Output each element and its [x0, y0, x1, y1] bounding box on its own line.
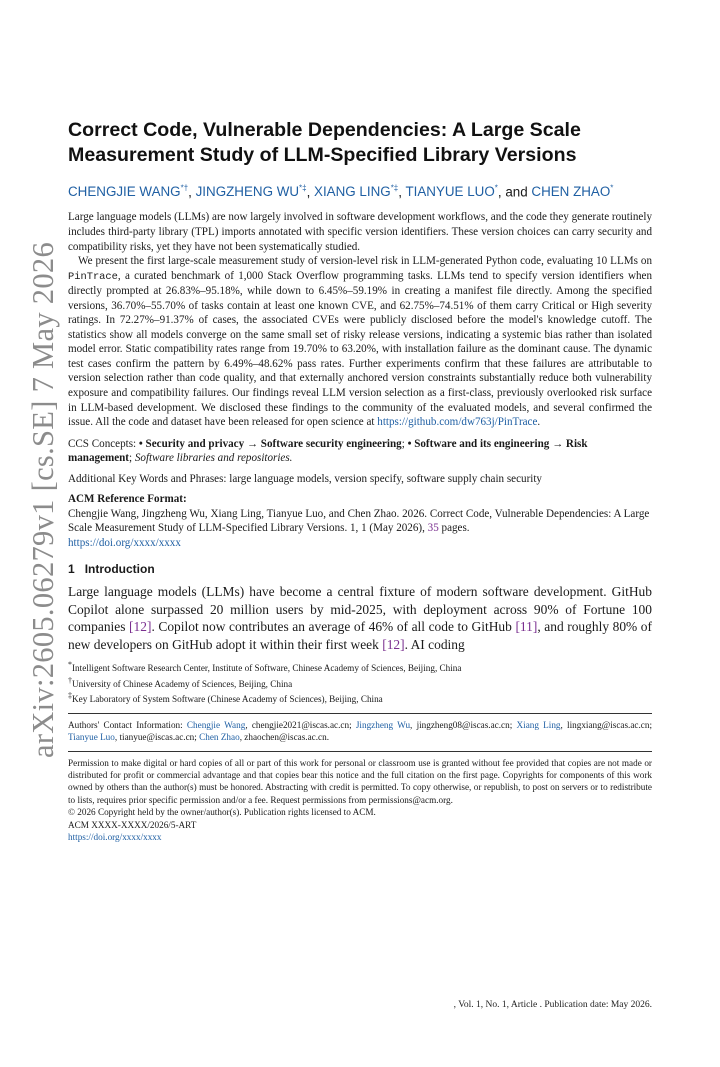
- contact-information: Authors' Contact Information: Chengjie Wang, chengjie2021@iscas.ac.cn; Jingzheng Wu, jingzheng08@iscas.ac.cn; Xiang Ling, lingxiang@iscas.ac.cn; Tianyue Luo, tianyue@iscas.ac.cn; Chen Zhao, zhaochen@iscas.ac.cn.: [68, 719, 653, 743]
- contact-name-1[interactable]: Chengjie Wang: [186, 719, 246, 730]
- abstract-paragraph-2: We present the first large-scale measurement study of version-level risk in LLM-generated Python code, evaluating 10 LLMs on PinTrace, a curated benchmark of 1,000 Stack Overflow programming tasks. LLMs tend to specify version identifiers when directly prompted at 26.83%–95.18%, while down to 6.45%–59.19% in creating a manifest file directly. Among the specified versions, 36.70%–55.70% of tasks contain at least one known CVE, and 62.75%–74.51% of them carry Critical or High severity ratings. In 72.27%–91.37% of cases, the associated CVEs were publicly disclosed before the model's knowledge cutoff. The statistics show all models converge on the same small set of risky release versions, indicating a systemic bias rather than isolated model error. Static compatibility rates range from 19.70% to 63.20%, with installation failure as the dominant cause. The dynamic test cases confirm the pattern by 6.49%–48.62% pass rates. Further experiments confirm that these failures are attributable to version selection rather than code quality, and that externally anchored version constraints substantially reduce both vulnerability exposure and compatibility failures. Our findings reveal LLM version selection as a first-class, previously overlooked risk surface in LLM-based development. We disclosed these findings to the community of the evaluated models, and several confirmed the issue. All the code and dataset have been released for open science at https://github.com/dw763j/PinTrace.: [68, 255, 652, 429]
- authors-and: and: [505, 184, 528, 200]
- permission-text: Permission to make digital or hard copies of all or part of this work for personal or classroom use is granted without fee provided that copies are not made or distributed for profit or commercial advantage and that copies bear this notice and the full citation on the first page. Copyrights for components of this work owned by others than the author(s) must be honored. Abstracting with credit is permitted. To copy otherwise, or republish, to post on servers or to redistribute to lists, requires prior specific permission and/or a fee. Request permissions from permissions@acm.org.: [68, 757, 652, 805]
- citation-12b[interactable]: [12]: [382, 636, 405, 652]
- author-5[interactable]: CHEN ZHAO*: [531, 184, 614, 200]
- paper-page: [68, 118, 652, 844]
- author-4[interactable]: TIANYUE LUO*: [405, 184, 498, 200]
- abstract-paragraph-1: Large language models (LLMs) are now largely involved in software development workflows, and the code they generate routinely includes third-party library (TPL) imports annotated with specific version identifiers. These version choices can carry security and compatibility risks, yet they have not been systematically studied.: [68, 211, 652, 253]
- footnote-2: †University of Chinese Academy of Sciences, Beijing, China: [68, 675, 293, 689]
- acm-reference-text: Chengjie Wang, Jingzheng Wu, Xiang Ling, Tianyue Luo, and Chen Zhao. 2026. Correct Code, Vulnerable Dependencies: A Large Scale Measurement Study of LLM-Specified Library Versions. 1, 1 (May 2026), 35 pages.: [68, 507, 650, 535]
- affiliation-footnotes: [68, 659, 652, 705]
- section-heading-introduction: 1 Introduction: [68, 562, 155, 577]
- acm-number: ACM XXXX-XXXX/2026/5-ART: [68, 819, 197, 830]
- author-3[interactable]: XIANG LING*‡: [314, 184, 399, 200]
- page-count-link[interactable]: 35: [427, 522, 439, 535]
- arxiv-watermark: [20, 242, 60, 758]
- divider: [68, 751, 652, 752]
- paper-title: Correct Code, Vulnerable Dependencies: A Large Scale Measurement Study of LLM-Specified Library Versions: [68, 119, 581, 166]
- copyright-line: © 2026 Copyright held by the owner/author(s). Publication rights licensed to ACM.: [68, 807, 376, 818]
- introduction-text: Large language models (LLMs) have become a central fixture of modern software development. GitHub Copilot alone surpassed 20 million users by mid-2025, with deployment across 90% of Fortune 100 companies [12]. Copilot now contributes an average of 46% of all code to GitHub [11], and roughly 80% of new developers on GitHub adopt it within their first week [12]. AI coding: [68, 584, 653, 652]
- doi-link[interactable]: https://doi.org/xxxx/xxxx: [68, 832, 162, 843]
- acm-reference: [68, 492, 652, 550]
- divider: [68, 713, 652, 714]
- page-footer: , Vol. 1, No. 1, Article . Publication date: May 2026.: [453, 1000, 652, 1010]
- acm-reference-doi[interactable]: https://doi.org/xxxx/xxxx: [68, 536, 181, 549]
- tool-name: PinTrace: [68, 270, 118, 283]
- footnote-3: ‡Key Laboratory of System Software (Chinese Academy of Sciences), Beijing, China: [68, 691, 383, 705]
- ccs-concept-3: Software libraries and repositories.: [134, 452, 293, 465]
- acm-reference-heading: ACM Reference Format:: [68, 493, 187, 506]
- ccs-concepts: CCS Concepts: • Security and privacy → Software security engineering; • Software and its engineering → Risk management; Software libraries and repositories.: [68, 437, 588, 465]
- ccs-concept-2: • Software and its engineering → Risk management: [68, 437, 588, 465]
- footnote-1: *Intelligent Software Research Center, Institute of Software, Chinese Academy of Sciences, Beijing, China: [68, 660, 462, 674]
- contact-name-2[interactable]: Jingzheng Wu: [355, 719, 411, 730]
- author-1[interactable]: CHENGJIE WANG*†: [68, 184, 189, 200]
- repo-link[interactable]: https://github.com/dw763j/PinTrace: [377, 416, 538, 429]
- author-list: CHENGJIE WANG*†, JINGZHENG WU*‡, XIANG LING*‡, TIANYUE LUO*, and CHEN ZHAO*: [68, 184, 614, 200]
- citation-12[interactable]: [12]: [129, 619, 152, 635]
- ccs-concept-1: • Security and privacy → Software security engineering: [138, 437, 402, 450]
- keywords: Additional Key Words and Phrases: large language models, version specify, software supply chain security: [68, 472, 542, 485]
- contact-name-5[interactable]: Chen Zhao: [199, 732, 240, 743]
- author-2[interactable]: JINGZHENG WU*‡: [195, 184, 307, 200]
- abstract: [68, 210, 652, 429]
- contact-name-3[interactable]: Xiang Ling: [516, 719, 561, 730]
- citation-11[interactable]: [11]: [515, 619, 538, 635]
- contact-name-4[interactable]: Tianyue Luo: [68, 732, 115, 743]
- permission-notice: [68, 757, 652, 844]
- arxiv-id: arXiv:2605.06279v1 [cs.SE] 7 May 2026: [26, 242, 60, 758]
